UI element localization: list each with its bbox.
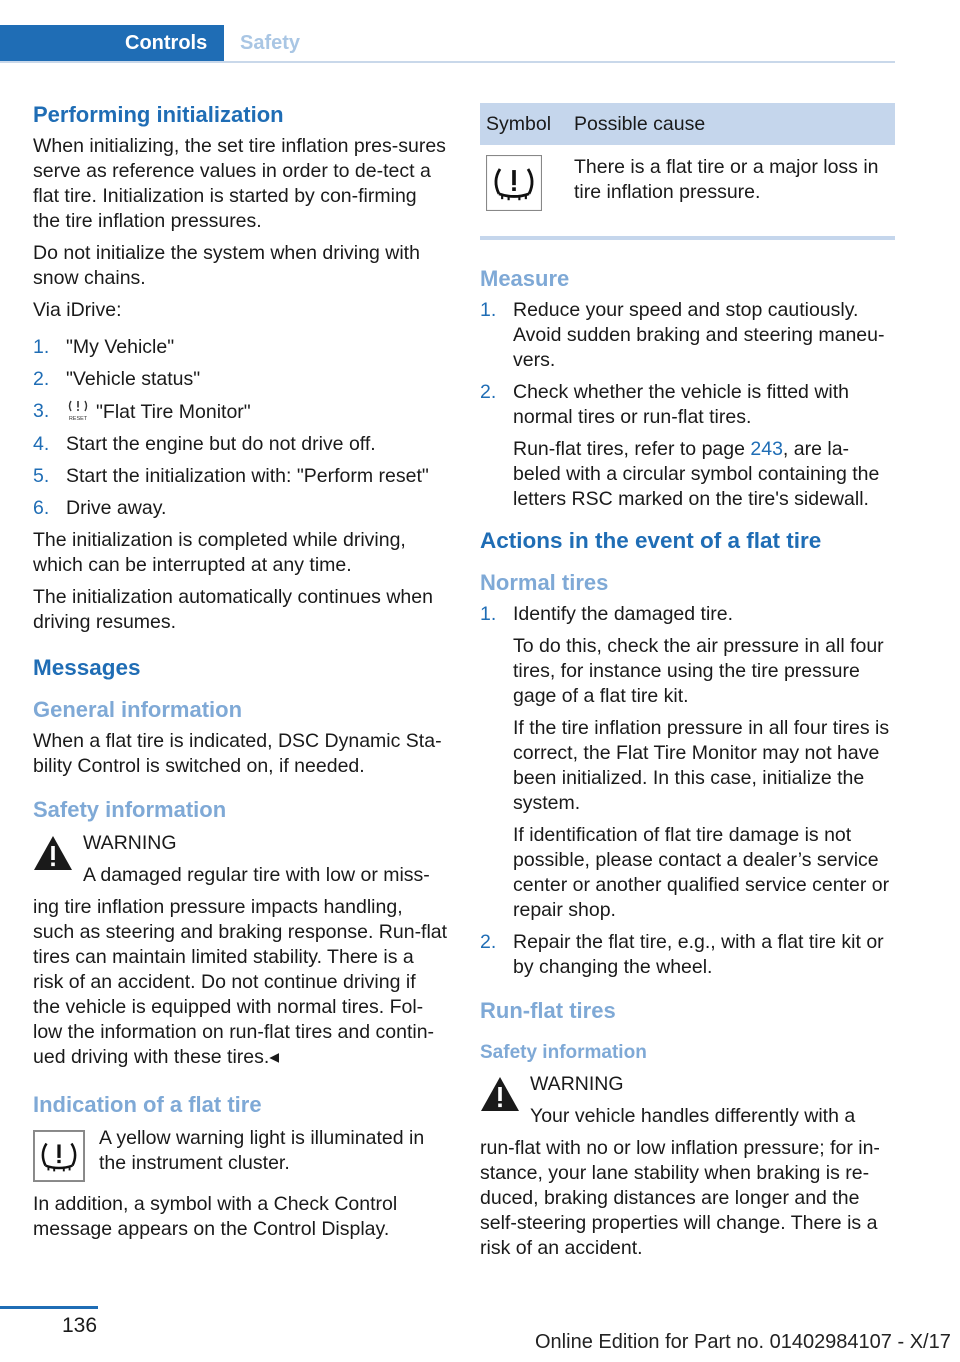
list-item: 1. Reduce your speed and stop cautiously. Avoid sudden braking and steering maneu‐vers. bbox=[480, 299, 885, 371]
list-item: 2. Check whether the vehicle is fitted with normal tires or run-flat tires. Run-flat tires, refer to page 243, are la‐beled with a circular symbol containing the letters RSC marked on the tire's sidewall. bbox=[480, 380, 895, 512]
warning-block bbox=[480, 1072, 895, 1129]
tire-reset-icon bbox=[66, 399, 90, 421]
heading-normal-tires: Normal tires bbox=[480, 570, 609, 595]
page-reference-link[interactable]: 243 bbox=[750, 438, 783, 460]
table-cell-cause: There is a flat tire or a major loss in tire inflation pressure. bbox=[568, 145, 895, 238]
right-column bbox=[480, 103, 895, 1271]
warning-lead: Your vehicle handles differently with a bbox=[530, 1105, 856, 1127]
warning-block bbox=[33, 831, 448, 888]
init-paragraph-1: When initializing, the set tire inflation pres‐sures serve as reference values in order to de‐tect a flat tire. Initialization is started by con‐firming the tire inflation pressures. bbox=[33, 135, 446, 232]
init-paragraph-2: Do not initialize the system when driving with snow chains. bbox=[33, 242, 420, 289]
warning-title: WARNING bbox=[83, 832, 177, 854]
list-item: 3. RESET "Flat Tire Monitor" bbox=[33, 400, 251, 423]
chapter-tab-bar bbox=[0, 25, 895, 63]
idrive-steps-list bbox=[33, 335, 448, 521]
heading-performing-initialization: Performing initialization bbox=[33, 102, 284, 127]
indication-row bbox=[33, 1124, 448, 1180]
table-cell-symbol bbox=[480, 145, 568, 238]
init-paragraph-4: The initialization is completed while driving, which can be interrupted at any time. bbox=[33, 529, 406, 576]
left-column bbox=[33, 100, 448, 1249]
warning-title: WARNING bbox=[530, 1073, 624, 1095]
list-item: 1. "My Vehicle" bbox=[33, 336, 175, 358]
measure-steps-list bbox=[480, 298, 895, 512]
general-paragraph: When a flat tire is indicated, DSC Dynamic Sta‐bility Control is switched on, if needed. bbox=[33, 730, 442, 777]
indication-paragraph-2: In addition, a symbol with a Check Control message appears on the Control Display. bbox=[33, 1193, 398, 1240]
heading-runflat-safety-information: Safety information bbox=[480, 1042, 647, 1063]
warning-body: ing tire inflation pressure impacts handling, such as steering and braking response. Run-flat tires can maintain limited stability. There is a risk of an accident. Do not continue driving if the vehicle is equipped with normal tires. Fol‐low the information on run-flat tires and contin‐ued driving with these tires.◂ bbox=[33, 896, 448, 1068]
normal-tires-steps-list bbox=[480, 602, 895, 980]
tab-controls[interactable] bbox=[0, 25, 224, 61]
flat-tire-warning-icon bbox=[33, 1130, 85, 1182]
warning-body: run-flat with no or low inflation pressure; for in‐stance, your lane stability when braking is re‐duced, braking distances are longer and the self-steering properties will change. There is a risk of an accident. bbox=[480, 1137, 880, 1259]
table-header-symbol: Symbol bbox=[480, 103, 568, 145]
tab-safety[interactable]: Safety bbox=[240, 32, 301, 54]
heading-run-flat-tires: Run-flat tires bbox=[480, 998, 616, 1023]
list-item: 2. Repair the flat tire, e.g., with a flat tire kit or by changing the wheel. bbox=[480, 931, 884, 978]
heading-indication-flat-tire: Indication of a flat tire bbox=[33, 1092, 262, 1117]
flat-tire-warning-icon bbox=[486, 155, 542, 211]
svg-text:RESET: RESET bbox=[68, 416, 88, 421]
warning-triangle-icon bbox=[33, 835, 73, 871]
heading-messages: Messages bbox=[33, 655, 141, 680]
init-paragraph-5: The initialization automatically continues when driving resumes. bbox=[33, 586, 433, 633]
list-item: 1. Identify the damaged tire. To do this, check the air pressure in all four tires, for instance using the tire pressure gage of a flat tire kit. If the tire inflation pressure in all four tires is correct, the Flat Tire Monitor may not have been initialized. In this case, initialize the system. If identification of flat tire damage is not possible, please contact a dealer’s service center or another qualified service center or repair shop. bbox=[480, 603, 890, 921]
table-row bbox=[480, 145, 895, 238]
page-number: 136 bbox=[62, 1314, 98, 1337]
list-item: 4. Start the engine but do not drive off. bbox=[33, 433, 376, 455]
runflat-reference: Run-flat tires, refer to page 243, are la‐beled with a circular symbol containing the letters RSC marked on the tire's sidewall. bbox=[513, 438, 880, 510]
indication-paragraph: A yellow warning light is illuminated in the instrument cluster. bbox=[99, 1127, 425, 1174]
warning-lead: A damaged regular tire with low or miss‐ bbox=[83, 864, 430, 886]
init-paragraph-3: Via iDrive: bbox=[33, 299, 122, 321]
heading-safety-information: Safety information bbox=[33, 797, 227, 822]
heading-actions-flat-tire: Actions in the event of a flat tire bbox=[480, 528, 822, 553]
list-item: 2. "Vehicle status" bbox=[33, 368, 201, 390]
table-header-row bbox=[480, 103, 895, 145]
list-item: 5. Start the initialization with: "Perform reset" bbox=[33, 465, 429, 487]
list-item: 6. Drive away. bbox=[33, 497, 167, 519]
footer-accent-line bbox=[0, 1306, 98, 1309]
tab-controls-label: Controls bbox=[125, 32, 208, 54]
heading-general-information: General information bbox=[33, 697, 243, 722]
warning-triangle-icon bbox=[480, 1076, 520, 1112]
table-header-cause: Possible cause bbox=[568, 103, 895, 145]
edition-note: Online Edition for Part no. 01402984107 - X/17 bbox=[535, 1331, 951, 1353]
symbol-table bbox=[480, 103, 895, 240]
heading-measure: Measure bbox=[480, 266, 570, 291]
